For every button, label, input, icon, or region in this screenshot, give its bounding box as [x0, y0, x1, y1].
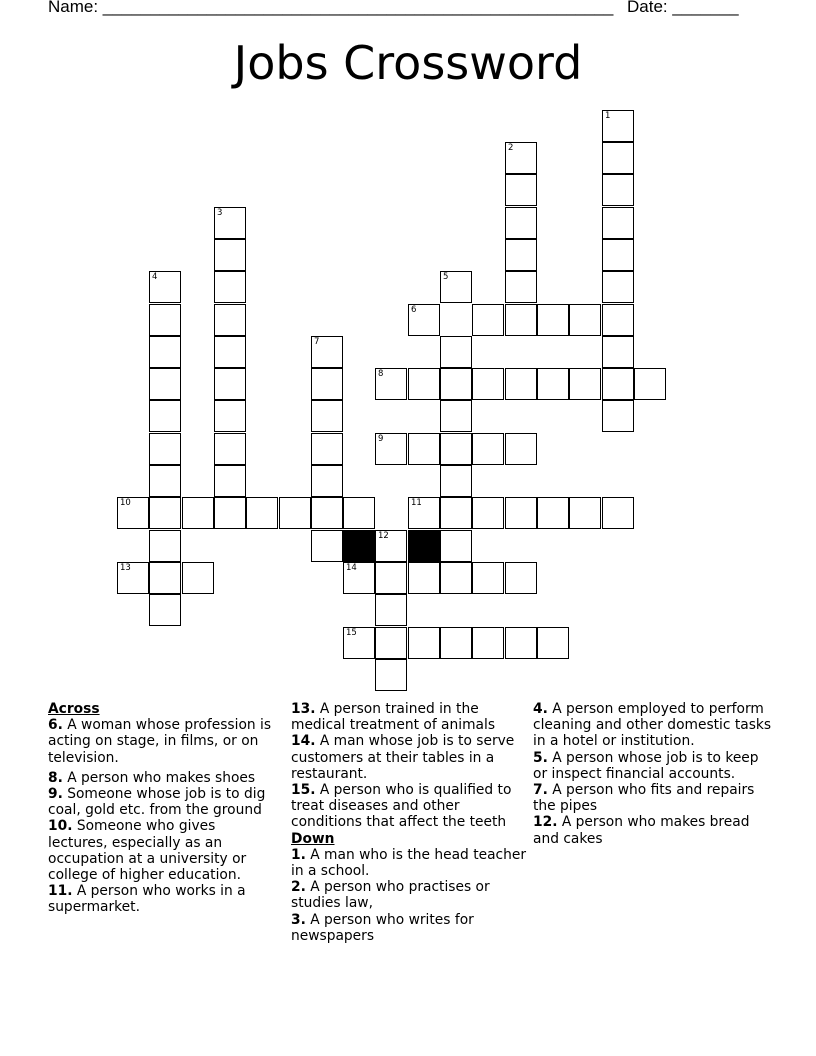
grid-cell[interactable]: [408, 433, 440, 465]
grid-cell[interactable]: [149, 497, 181, 529]
grid-cell[interactable]: [602, 336, 634, 368]
grid-cell[interactable]: [440, 271, 472, 303]
grid-cell[interactable]: [343, 497, 375, 529]
grid-cell[interactable]: [569, 368, 601, 400]
grid-cell[interactable]: [602, 497, 634, 529]
grid-cell[interactable]: [440, 465, 472, 497]
clue-across-13: 13. A person trained in the medical treatment of animals: [291, 701, 496, 734]
clue-down-12: 12. A person who makes bread and cakes: [533, 814, 750, 847]
grid-cell[interactable]: [602, 142, 634, 174]
clue-across-9: 9. Someone whose job is to dig coal, gold etc. from the ground: [48, 786, 266, 819]
clue-across-15: 15. A person who is qualified to treat diseases and other conditions that affect the teeth: [291, 782, 512, 831]
grid-cell[interactable]: [472, 627, 504, 659]
grid-cell[interactable]: [472, 368, 504, 400]
grid-cell[interactable]: [505, 239, 537, 271]
grid-cell[interactable]: [408, 304, 440, 336]
grid-cell[interactable]: [602, 174, 634, 206]
grid-cell[interactable]: [440, 433, 472, 465]
clue-down-1: 1. A man who is the head teacher in a school.: [291, 846, 527, 880]
grid-cell[interactable]: [537, 368, 569, 400]
clue-number: 12: [378, 531, 389, 541]
grid-cell[interactable]: [440, 400, 472, 432]
clue-number: 1: [605, 111, 611, 121]
grid-cell[interactable]: [149, 465, 181, 497]
grid-cell[interactable]: [440, 497, 472, 529]
grid-cell[interactable]: [214, 368, 246, 400]
grid-cell[interactable]: [602, 304, 634, 336]
clue-down-2: 2. A person who practises or studies law,: [291, 879, 490, 912]
grid-cell[interactable]: [472, 304, 504, 336]
grid-cell[interactable]: [311, 336, 343, 368]
grid-cell[interactable]: [408, 497, 440, 529]
grid-cell[interactable]: [311, 400, 343, 432]
grid-cell[interactable]: [149, 304, 181, 336]
grid-cell[interactable]: [375, 594, 407, 626]
clue-number: 10: [120, 498, 131, 508]
grid-cell[interactable]: [214, 239, 246, 271]
clue-across-14: 14. A man whose job is to serve customers at their tables in a restaurant.: [291, 733, 515, 782]
page-title: Jobs Crossword: [233, 36, 583, 90]
clue-number: 7: [314, 337, 320, 347]
clue-down-4: 4. A person employed to perform cleaning and other domestic tasks in a hotel or institution.: [533, 701, 772, 750]
grid-cell[interactable]: [214, 433, 246, 465]
grid-cell[interactable]: [214, 336, 246, 368]
across-heading: Across: [48, 701, 100, 717]
grid-cell[interactable]: [343, 627, 375, 659]
clue-number: 6: [411, 305, 417, 315]
clues-column-3: [533, 701, 773, 847]
clue-number: 4: [152, 272, 158, 282]
grid-cell[interactable]: [505, 497, 537, 529]
grid-block: [408, 530, 440, 562]
grid-cell[interactable]: [149, 530, 181, 562]
clue-number: 11: [411, 498, 422, 508]
grid-cell[interactable]: [149, 562, 181, 594]
grid-cell[interactable]: [343, 562, 375, 594]
grid-cell[interactable]: [505, 368, 537, 400]
grid-cell[interactable]: [505, 562, 537, 594]
clues-column-1: [48, 701, 276, 916]
grid-cell[interactable]: [602, 368, 634, 400]
grid-cell[interactable]: [149, 368, 181, 400]
grid-cell[interactable]: [505, 304, 537, 336]
grid-cell[interactable]: [602, 110, 634, 142]
grid-cell[interactable]: [311, 530, 343, 562]
grid-cell[interactable]: [602, 400, 634, 432]
clue-across-10: 10. Someone who gives lectures, especially as an occupation at a university or college of higher education.: [48, 818, 247, 884]
grid-cell[interactable]: [182, 562, 214, 594]
grid-block: [343, 530, 375, 562]
clue-across-11: 11. A person who works in a supermarket.: [48, 883, 246, 916]
grid-cell[interactable]: [214, 400, 246, 432]
grid-cell[interactable]: [408, 368, 440, 400]
grid-cell[interactable]: [311, 497, 343, 529]
grid-cell[interactable]: [440, 530, 472, 562]
clues-column-2: [291, 701, 527, 944]
grid-cell[interactable]: [117, 562, 149, 594]
grid-cell[interactable]: [375, 562, 407, 594]
grid-cell[interactable]: [182, 497, 214, 529]
grid-cell[interactable]: [505, 174, 537, 206]
grid-cell[interactable]: [408, 627, 440, 659]
clue-number: 5: [443, 272, 449, 282]
grid-cell[interactable]: [214, 497, 246, 529]
grid-cell[interactable]: [537, 627, 569, 659]
grid-cell[interactable]: [505, 142, 537, 174]
grid-cell[interactable]: [440, 627, 472, 659]
down-heading: Down: [291, 830, 335, 847]
clue-number: 9: [378, 434, 384, 444]
grid-cell[interactable]: [505, 271, 537, 303]
clue-number: 15: [346, 628, 357, 638]
grid-cell[interactable]: [117, 497, 149, 529]
grid-cell[interactable]: [537, 304, 569, 336]
clue-across-8: 8. A person who makes shoes: [48, 769, 256, 786]
grid-cell[interactable]: [246, 497, 278, 529]
clue-down-3: 3. A person who writes for newspapers: [291, 911, 474, 944]
grid-cell[interactable]: [569, 304, 601, 336]
grid-cell[interactable]: [440, 562, 472, 594]
grid-cell[interactable]: [149, 594, 181, 626]
grid-cell[interactable]: [311, 368, 343, 400]
grid-cell[interactable]: [440, 368, 472, 400]
clue-down-7: 7. A person who fits and repairs the pipes: [533, 782, 755, 815]
grid-cell[interactable]: [375, 530, 407, 562]
grid-cell[interactable]: [279, 497, 311, 529]
grid-cell[interactable]: [602, 207, 634, 239]
grid-cell[interactable]: [634, 368, 666, 400]
grid-cell[interactable]: [149, 433, 181, 465]
grid-cell[interactable]: [311, 433, 343, 465]
grid-cell[interactable]: [214, 271, 246, 303]
date-field[interactable]: Date: _______: [627, 0, 739, 16]
clue-number: 3: [217, 208, 223, 218]
grid-cell[interactable]: [602, 239, 634, 271]
clue-number: 2: [508, 143, 514, 153]
grid-cell[interactable]: [408, 562, 440, 594]
clue-number: 14: [346, 563, 357, 573]
grid-cell[interactable]: [214, 304, 246, 336]
grid-cell[interactable]: [440, 336, 472, 368]
grid-cell[interactable]: [602, 271, 634, 303]
clue-number: 13: [120, 563, 131, 573]
clue-number: 8: [378, 369, 384, 379]
grid-cell[interactable]: [149, 400, 181, 432]
grid-cell[interactable]: [375, 659, 407, 691]
grid-cell[interactable]: [472, 562, 504, 594]
grid-cell[interactable]: [505, 627, 537, 659]
clue-across-6: 6. A woman whose profession is acting on stage, in films, or on television.: [48, 717, 272, 766]
grid-cell[interactable]: [472, 433, 504, 465]
name-field[interactable]: Name: ______________________________________________________: [48, 0, 614, 16]
grid-cell[interactable]: [149, 271, 181, 303]
grid-cell[interactable]: [214, 465, 246, 497]
grid-cell[interactable]: [214, 207, 246, 239]
grid-cell[interactable]: [505, 207, 537, 239]
grid-cell[interactable]: [375, 368, 407, 400]
grid-cell[interactable]: [505, 433, 537, 465]
grid-cell[interactable]: [375, 627, 407, 659]
grid-cell[interactable]: [472, 497, 504, 529]
grid-cell[interactable]: [311, 465, 343, 497]
grid-cell[interactable]: [537, 497, 569, 529]
grid-cell[interactable]: [149, 336, 181, 368]
grid-cell[interactable]: [375, 433, 407, 465]
clue-down-5: 5. A person whose job is to keep or inspect financial accounts.: [533, 749, 759, 782]
grid-cell[interactable]: [569, 497, 601, 529]
